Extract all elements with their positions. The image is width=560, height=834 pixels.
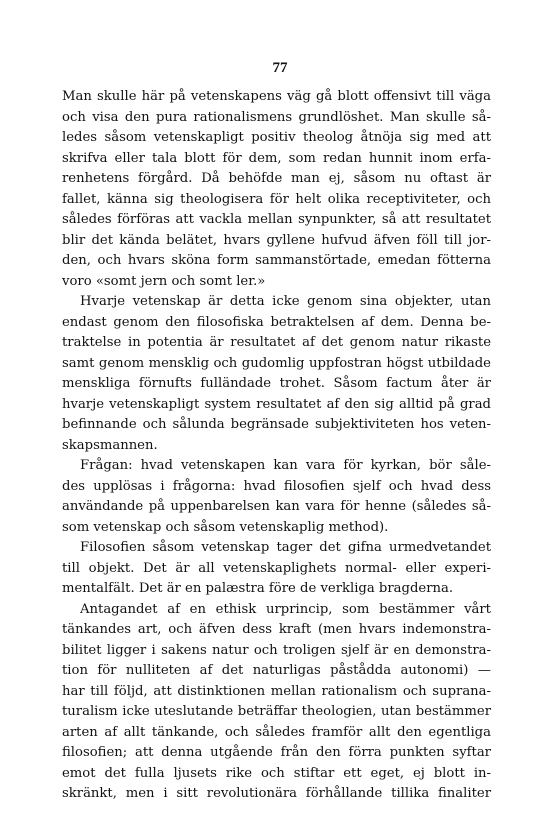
text-line: emot det fulla ljusets rike och stiftar ett eget, ej blott in- <box>62 765 491 781</box>
text-line: Antagandet af en ethisk urprincip, som bestämmer vårt <box>80 601 491 617</box>
text-line: Man skulle här på vetenskapens väg gå blott offensivt till väga <box>62 89 491 104</box>
text-line: arten af allt tänkande, och således framför allt den egentliga <box>62 724 491 740</box>
text-line: menskliga förnufts fulländade trohet. Såsom factum åter är <box>62 376 491 391</box>
text-line: skrifva eller tala blott för dem, som redan hunnit inom erfa- <box>62 150 491 166</box>
text-line: renhetens förgård. Då behöfde man ej, såsom nu oftast är <box>62 171 491 186</box>
text-line: till objekt. Det är all vetenskaplighets normal- eller experi- <box>62 560 491 576</box>
text-line: endast genom den filosofiska betraktelsen af dem. Denna be- <box>62 314 491 330</box>
text-line: des upplösas i frågorna: hvad filosofien sjelf och hvad dess <box>62 478 491 494</box>
text-line: fallet, känna sig theologisera för helt olika receptiviteter, och <box>62 191 491 207</box>
text-line: hvarje vetenskapligt system resultatet af den sig alltid på grad <box>62 396 491 412</box>
text-line: samt genom mensklig och gudomlig uppfostran högst utbildade <box>62 355 491 371</box>
text-line: befinnande och sålunda begränsade subjektiviteten hos veten- <box>62 417 491 432</box>
text-line: den, och hvars sköna form sammanstörtade, emedan fötterna <box>62 253 491 268</box>
text-line: skapsmannen. <box>62 437 158 453</box>
text-line: tänkandes art, och äfven dess kraft (men hvars indemonstra- <box>62 622 491 637</box>
text-line: bilitet ligger i sakens natur och troligen sjelf är en demonstra- <box>62 642 491 658</box>
text-line: mentalfält. Det är en palæstra före de verkliga bragderna. <box>62 581 454 596</box>
text-line: Frågan: hvad vetenskapen kan vara för kyrkan, bör såle- <box>80 458 491 473</box>
text-line: Hvarje vetenskap är detta icke genom sina objekter, utan <box>80 294 491 309</box>
text-line: ledes såsom vetenskapligt positiv theolog åtnöja sig med att <box>62 130 491 145</box>
text-line: voro «somt jern och somt ler.» <box>62 273 266 289</box>
page-number: 77 <box>272 60 288 76</box>
text-line: skränkt, men i sitt revolutionära förhållande tillika finaliter <box>62 786 491 801</box>
body-text <box>62 87 491 805</box>
text-line: filosofien; att denna utgående från den förra punkten syftar <box>62 745 491 760</box>
text-line: och visa den pura rationalismens grundlöshet. Man skulle så- <box>62 109 491 125</box>
text-line: turalism icke uteslutande beträffar theologien, utan bestämmer <box>62 704 491 719</box>
text-line: traktelse in potentia är resultatet af det genom natur rikaste <box>62 335 491 350</box>
text-line: användande på uppenbarelsen kan vara för henne (således så- <box>62 499 491 514</box>
text-line: har till följd, att distinktionen mellan rationalism och suprana- <box>62 683 491 699</box>
text-line: således förföras att vackla mellan synpunkter, så att resultatet <box>62 212 491 227</box>
text-line: tion för nulliteten af det naturligas påstådda autonomi) — <box>62 663 491 678</box>
text-line: som vetenskap och såsom vetenskaplig method). <box>62 519 389 535</box>
text-line: Filosofien såsom vetenskap tager det gifna urmedvetandet <box>80 540 491 555</box>
text-line: blir det kända belätet, hvars gyllene hufvud äfven föll till jor- <box>62 232 491 248</box>
